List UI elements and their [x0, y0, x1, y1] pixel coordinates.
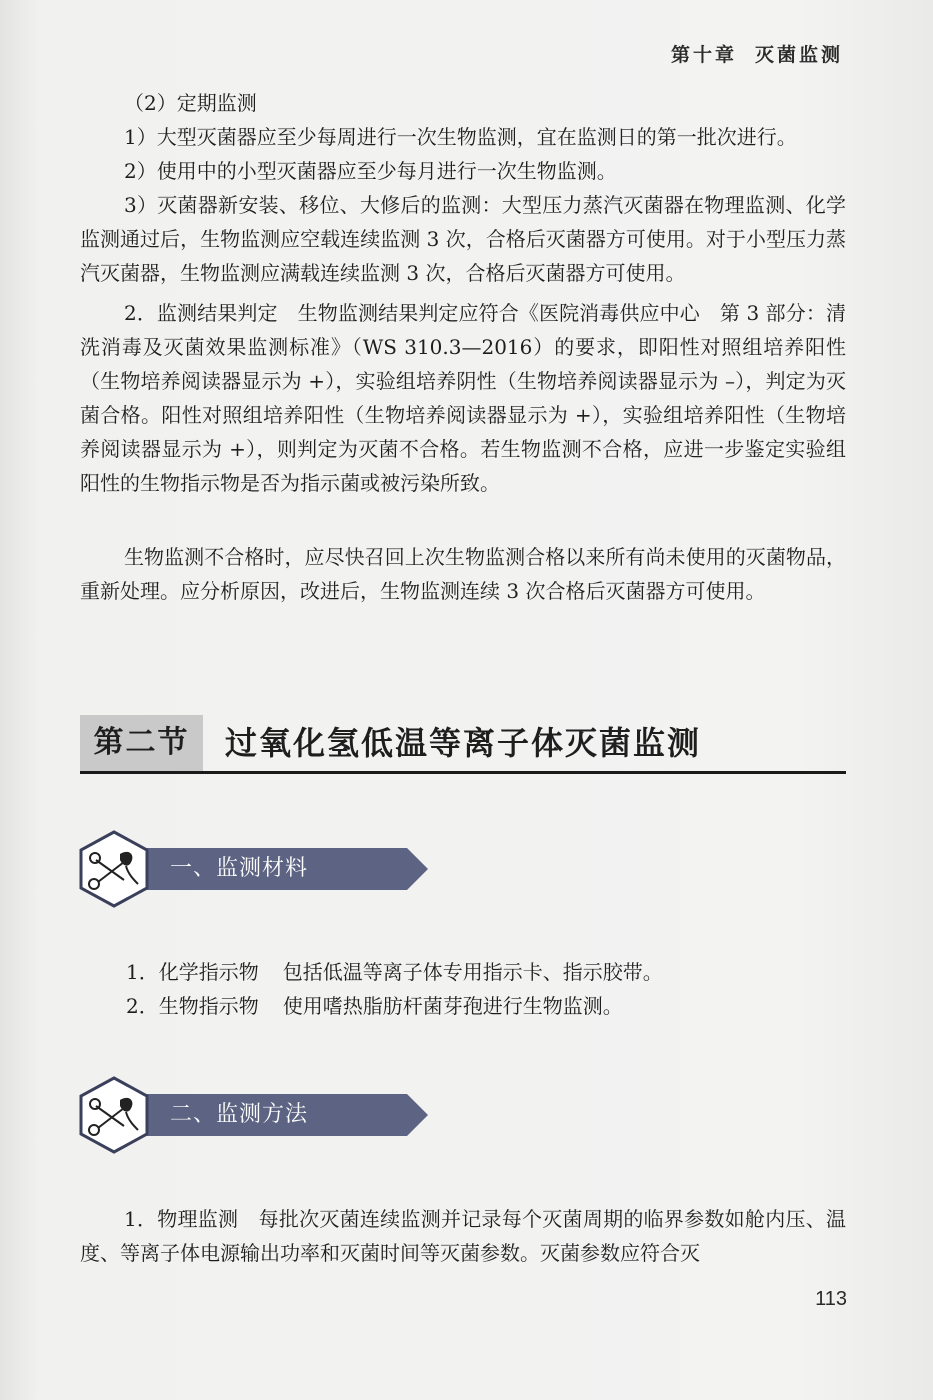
subsection-heading-materials [78, 830, 368, 908]
paragraph-physical-monitoring: 1．物理监测 每批次灭菌连续监测并记录每个灭菌周期的临界参数如舱内压、温度、等离子体电源输出功率和灭菌时间等灭菌参数。灭菌参数应符合灭 [80, 1207, 846, 1265]
paragraph-periodic-monitoring: （2）定期监测 [124, 91, 257, 115]
list-item-biological-indicator [126, 989, 623, 1023]
subsection-title: 二、监测方法 [170, 1102, 309, 1127]
page-number: 113 [815, 1288, 847, 1310]
subsection-heading-methods [78, 1076, 368, 1154]
list-item-term: 2．生物指示物 [126, 994, 259, 1018]
section-header [80, 715, 846, 774]
subsection-title: 一、监测材料 [170, 856, 309, 881]
list-item-desc: 使用嗜热脂肪杆菌芽孢进行生物监测。 [282, 994, 623, 1018]
section-title: 过氧化氢低温等离子体灭菌监测 [225, 724, 702, 762]
list-item-term: 1．化学指示物 [126, 960, 259, 984]
paragraph-failure-recall: 生物监测不合格时，应尽快召回上次生物监测合格以来所有尚未使用的灭菌物品，重新处理。应分析原因，改进后，生物监测连续 3 次合格后灭菌器方可使用。 [80, 545, 846, 603]
running-head [653, 40, 843, 67]
chapter-title: 灭菌监测 [754, 44, 843, 66]
paragraph-result-judgment: 2．监测结果判定 生物监测结果判定应符合《医院消毒供应中心 第 3 部分：清洗消毒及灭菌效果监测标准》（WS 310.3—2016）的要求，即阳性对照组培养阳性（生物培养阅读器显示为 +），实验组培养阴性（生物培养阅读器显示为 –），判定为灭菌合格。阳性对照组培养阳性（生物培养阅读器显示为 +），实验组培养阳性（生物培养阅读器显示为 +），则判定为灭菌不合格。若生物监测不合格，应进一步鉴定实验组阳性的生物指示物是否为指示菌或被污染所致。 [80, 301, 846, 495]
flower-scissors-hexagon-icon [78, 830, 150, 908]
paragraph-new-installation: 3）灭菌器新安装、移位、大修后的监测：大型压力蒸汽灭菌器在物理监测、化学监测通过后，生物监测应空载连续监测 3 次，合格后灭菌器方可使用。对于小型压力蒸汽灭菌器，生物监测应满载连续监测 3 次，合格后灭菌器方可使用。 [80, 193, 846, 285]
paragraph-small-sterilizer: 2）使用中的小型灭菌器应至少每月进行一次生物监测。 [124, 159, 617, 183]
chapter-number: 第十章 [670, 44, 737, 66]
paragraph-large-sterilizer: 1）大型灭菌器应至少每周进行一次生物监测，宜在监测日的第一批次进行。 [124, 125, 797, 149]
section-number: 第二节 [80, 715, 203, 771]
list-item-chemical-indicator [126, 955, 663, 989]
flower-scissors-hexagon-icon [78, 1076, 150, 1154]
list-item-desc: 包括低温等离子体专用指示卡、指示胶带。 [282, 960, 663, 984]
